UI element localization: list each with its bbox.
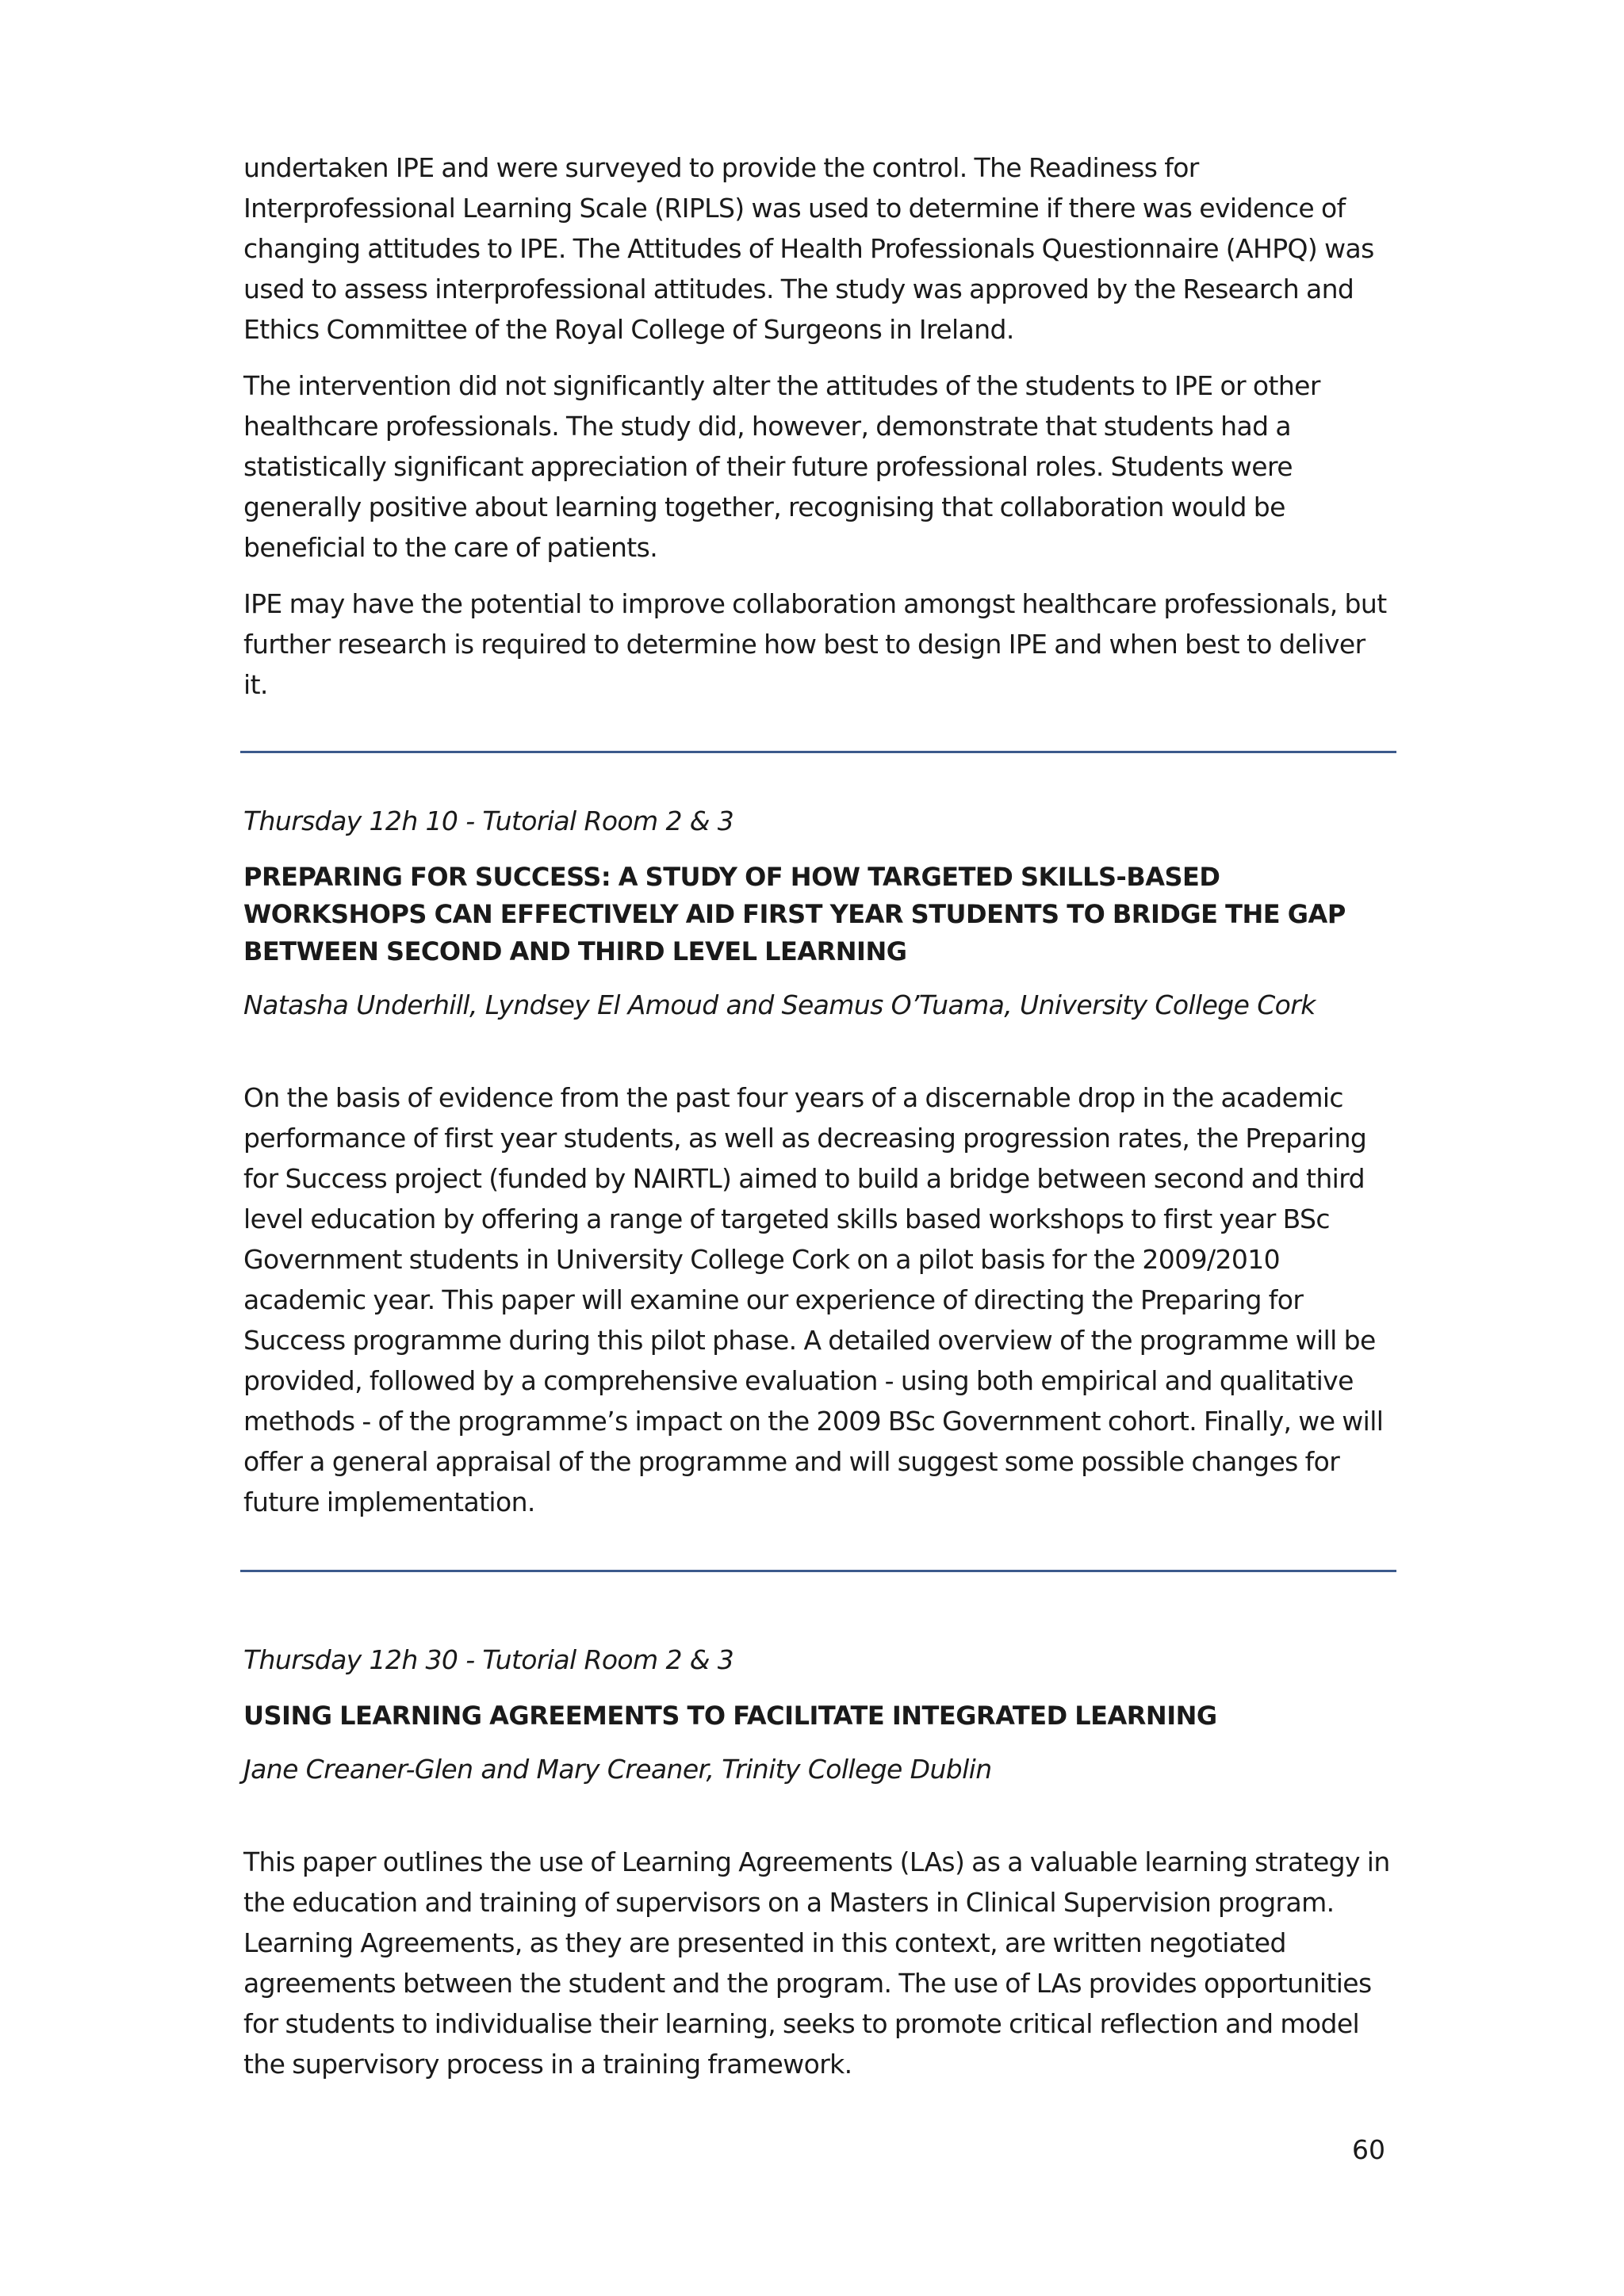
session-abstract: This paper outlines the use of Learning Agreements (LAs) as a valuable learning strategy in the education and training of supervisors on a Masters in Clinical Supervision program. Learning Agreements, as they are presented in this context, are written negotiated agreements between the student and the program. The use of LAs provides opportunities for students to individualise their learning, seeks to promote critical reflection and model the supervisory process in a training framework.	[243, 1846, 1390, 2080]
section-divider	[240, 751, 1396, 753]
section-divider	[240, 1570, 1396, 1572]
session-title: USING LEARNING AGREEMENTS TO FACILITATE INTEGRATED LEARNING	[243, 1701, 1217, 1731]
session-block	[243, 1640, 1393, 2084]
intro-paragraph: IPE may have the potential to improve collaboration amongst healthcare professionals, but further research is required to determine how best to design IPE and when best to deliver it.	[243, 588, 1387, 700]
session-time: Thursday 12h 10 - Tutorial Room 2 & 3	[243, 806, 734, 836]
session-authors: Jane Creaner-Glen and Mary Creaner, Trinity College Dublin	[243, 1754, 992, 1785]
intro-paragraph: undertaken IPE and were surveyed to provide the control. The Readiness for Interprofessional Learning Scale (RIPLS) was used to determine if there was evidence of changing attitudes to IPE. The Attitudes of Health Professionals Questionnaire (AHPQ) was used to assess interprofessional attitudes. The study was approved by the Research and Ethics Committee of the Royal College of Surgeons in Ireland.	[243, 152, 1374, 345]
intro-section	[243, 147, 1393, 705]
intro-paragraph: The intervention did not significantly alter the attitudes of the students to IPE or other healthcare professionals. The study did, however, demonstrate that students had a statistically significant appreciation of their future professional roles. Students were generally positive about learning together, recognising that collaboration would be beneficial to the care of patients.	[243, 370, 1320, 563]
session-abstract: On the basis of evidence from the past four years of a discernable drop in the academic performance of first year students, as well as decreasing progression rates, the Preparing for Success project (funded by NAIRTL) aimed to build a bridge between second and third level education by offering a range of targeted skills based workshops to first year BSc Government students in University College Cork on a pilot basis for the 2009/2010 academic year. This paper will examine our experience of directing the Preparing for Success programme during this pilot phase. A detailed overview of the programme will be provided, followed by a comprehensive evaluation - using both empirical and qualitative methods - of the programme’s impact on the 2009 BSc Government cohort. Finally, we will offer a general appraisal of the programme and will suggest some possible changes for future implementation.	[243, 1082, 1384, 1517]
session-block	[243, 801, 1393, 1522]
session-time: Thursday 12h 30 - Tutorial Room 2 & 3	[243, 1644, 734, 1675]
document-page	[243, 147, 1393, 2100]
session-title: PREPARING FOR SUCCESS: A STUDY OF HOW TARGETED SKILLS-BASED WORKSHOPS CAN EFFECTIVELY AID FIRST YEAR STUDENTS TO BRIDGE THE GAP BETWEEN SECOND AND THIRD LEVEL LEARNING	[243, 862, 1346, 966]
page-number: 60	[1352, 2134, 1385, 2165]
session-authors: Natasha Underhill, Lyndsey El Amoud and Seamus O’Tuama, University College Cork	[243, 989, 1316, 1020]
